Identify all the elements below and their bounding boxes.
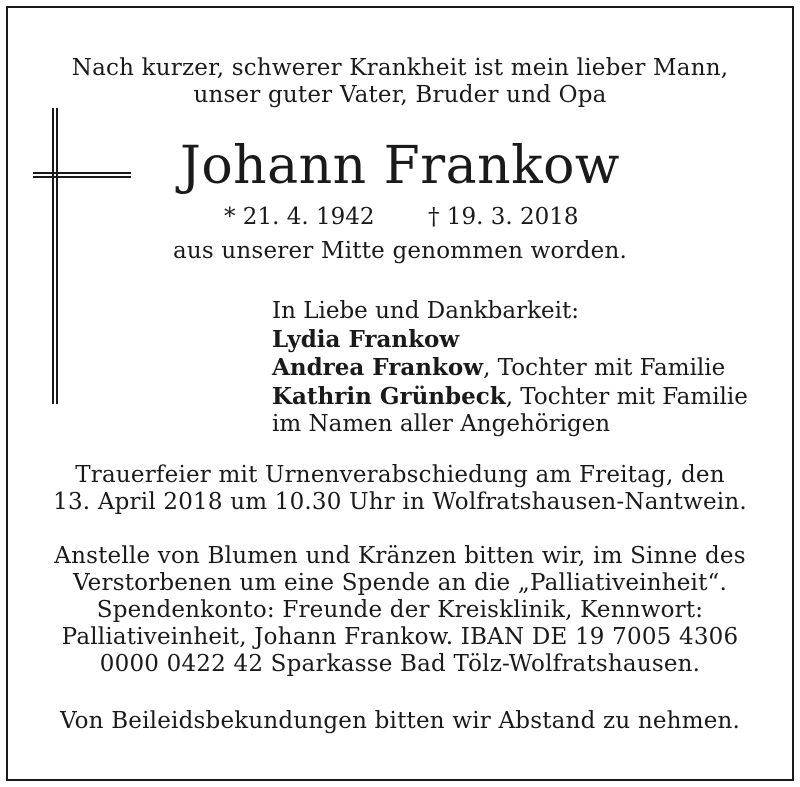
mourner-name: Lydia Frankow (272, 325, 460, 353)
deceased-name: Johann Frankow (180, 136, 620, 196)
mourners-block (272, 298, 748, 439)
mourner-name: Kathrin Grünbeck (272, 382, 506, 410)
funeral-line-2: 13. April 2018 um 10.30 Uhr in Wolfratshausen-Nantwein. (53, 489, 747, 515)
mourner-entry (272, 383, 748, 412)
mourner-relation: , Tochter mit Familie (505, 383, 748, 410)
donation-line-3: Spendenkonto: Freunde der Kreisklinik, Kennwort: (96, 597, 704, 623)
donation-line-2: Verstorbenen um eine Spende an die „Palliativeinheit“. (72, 570, 727, 596)
donation-line-5: 0000 0422 42 Sparkasse Bad Tölz-Wolfratshausen. (99, 651, 701, 677)
death-date: † 19. 3. 2018 (428, 204, 579, 230)
donation-line-1: Anstelle von Blumen und Kränzen bitten wir, im Sinne des (54, 543, 746, 569)
obituary-notice (6, 6, 794, 781)
mourners-heading: In Liebe und Dankbarkeit: (272, 298, 579, 324)
birth-date: * 21. 4. 1942 (224, 204, 375, 230)
mourner-entry (272, 354, 748, 383)
mourner-entry (272, 326, 748, 355)
donation-line-4: Palliativeinheit, Johann Frankow. IBAN DE 19 7005 4306 (61, 624, 739, 650)
condolence-line: Von Beileidsbekundungen bitten wir Abstand zu nehmen. (59, 708, 741, 734)
mourners-closing: im Namen aller Angehörigen (272, 411, 611, 437)
mourner-relation: , Tochter mit Familie (483, 355, 726, 381)
intro-line-2: unser guter Vater, Bruder und Opa (193, 82, 607, 108)
taken-line: aus unserer Mitte genommen worden. (172, 238, 628, 264)
intro-line-1: Nach kurzer, schwerer Krankheit ist mein lieber Mann, (71, 55, 729, 81)
mourner-name: Andrea Frankow (272, 354, 484, 381)
funeral-line-1: Trauerfeier mit Urnenverabschiedung am Freitag, den (75, 462, 725, 488)
